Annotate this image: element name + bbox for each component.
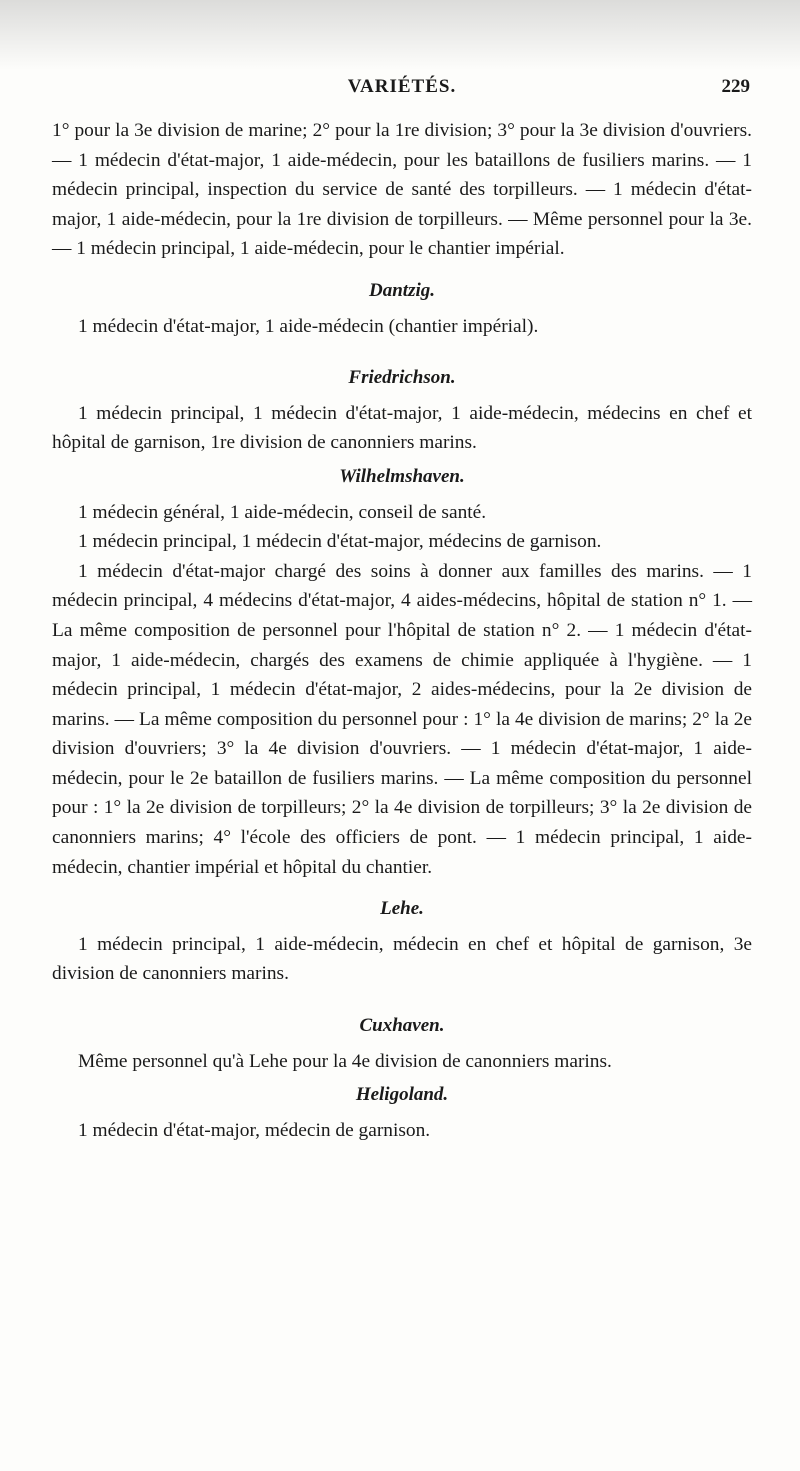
section-heading-dantzig: Dantzig. [369,279,435,301]
scan-shadow [0,0,800,70]
paragraph-wilhelmshaven-garrison: 1 médecin principal, 1 médecin d'état-major, médecins de garnison. [78,531,602,553]
section-heading-cuxhaven: Cuxhaven. [359,1015,445,1037]
page-number: 229 [721,76,750,97]
section-heading-friedrichson: Friedrichson. [348,367,456,389]
section-heading-heligoland: Heligoland. [355,1084,449,1106]
paragraph-cuxhaven: Même personnel qu'à Lehe pour la 4e division de canonniers marins. [78,1050,612,1072]
paragraph-lehe: 1 médecin principal, 1 aide-médecin, médecin en chef et hôpital de garnison, 3e division de canonniers marins. [52,933,752,985]
paragraph-dantzig: 1 médecin d'état-major, 1 aide-médecin (chantier impérial). [78,315,539,337]
paragraph-wilhelmshaven-council: 1 médecin général, 1 aide-médecin, conseil de santé. [78,501,487,523]
paragraph-friedrichson: 1 médecin principal, 1 médecin d'état-major, 1 aide-médecin, médecins en chef et hôpital de garnison, 1re division de canonniers marins. [52,402,752,454]
page-body [52,116,752,1145]
section-heading-wilhelmshaven: Wilhelmshaven. [339,465,465,487]
running-head [52,76,752,106]
paragraph-wilhelmshaven-services: 1 médecin d'état-major chargé des soins à donner aux familles des marins. — 1 médecin principal, 4 médecins d'état-major, 4 aides-médecins, hôpital de station n° 1. — La même composition de personnel pour l'hôpital de station n° 2. — 1 médecin d'état-major, 1 aide-médecin, chargés des examens de chimie appliquée à l'hygiène. — 1 médecin principal, 1 médecin d'état-major, 2 aides-médecins, pour la 2e division de marins. — La même composition du personnel pour : 1° la 4e division de marins; 2° la 2e division d'ouvriers; 3° la 4e division d'ouvriers. — 1 médecin d'état-major, 1 aide-médecin, pour le 2e bataillon de fusiliers marins. — La même composition du personnel pour : 1° la 2e division de torpilleurs; 2° la 4e division de torpilleurs; 3° la 2e division de canonniers marins; 4° l'école des officiers de pont. — 1 médecin principal, 1 aide-médecin, chantier impérial et hôpital du chantier. [52,560,752,878]
section-heading-lehe: Lehe. [380,898,424,920]
paragraph-heligoland: 1 médecin d'état-major, médecin de garnison. [78,1119,431,1141]
running-title: VARIÉTÉS. [347,76,457,97]
paragraph-marine-divisions: 1° pour la 3e division de marine; 2° pour la 1re division; 3° pour la 3e division d'ouvriers. — 1 médecin d'état-major, 1 aide-médecin, pour les bataillons de fusiliers marins. — 1 médecin principal, inspection du service de santé des torpilleurs. — 1 médecin d'état-major, 1 aide-médecin, pour la 1re division de torpilleurs. — Même personnel pour la 3e. — 1 médecin principal, 1 aide-médecin, pour le chantier impérial. [52,120,752,260]
